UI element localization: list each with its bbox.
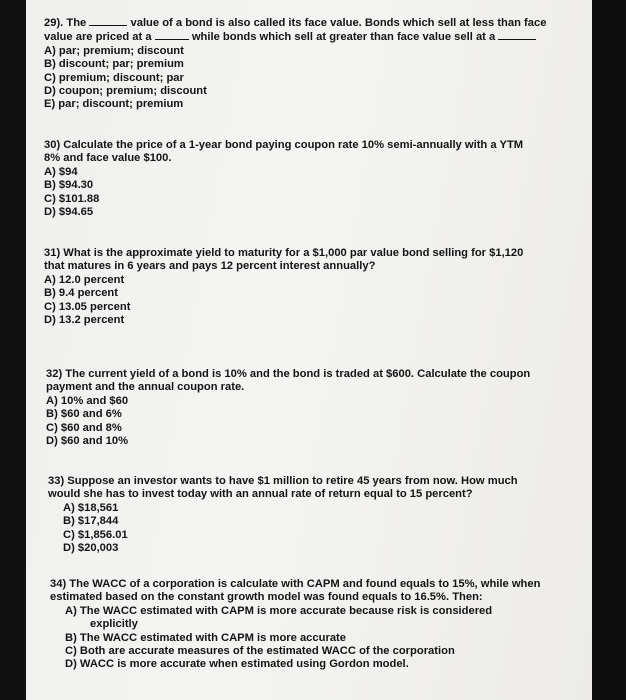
option: B) $94.30 bbox=[44, 179, 94, 192]
question-34 bbox=[50, 578, 590, 672]
option: A) 12.0 percent bbox=[44, 273, 125, 286]
question-29-line-1 bbox=[44, 16, 589, 30]
option: C) premium; discount; par bbox=[44, 71, 184, 84]
question-stem: 8% and face value $100. bbox=[44, 152, 172, 165]
option: C) 13.05 percent bbox=[44, 300, 131, 313]
option: D) 13.2 percent bbox=[44, 314, 125, 327]
question-29 bbox=[44, 16, 589, 112]
option: C) Both are accurate measures of the estimated WACC of the corporation bbox=[65, 645, 455, 658]
option: B) $17,844 bbox=[63, 515, 119, 528]
option: D) $20,003 bbox=[63, 542, 119, 555]
option: C) $60 and 8% bbox=[46, 421, 122, 434]
question-29-part-3: value are priced at a bbox=[44, 31, 152, 44]
answer-blank bbox=[89, 16, 127, 26]
question-stem: payment and the annual coupon rate. bbox=[46, 381, 245, 394]
question-33 bbox=[48, 475, 591, 555]
option: B) The WACC estimated with CAPM is more accurate bbox=[65, 631, 346, 644]
option: A) $18,561 bbox=[63, 501, 119, 514]
question-stem: would she has to invest today with an annual rate of return equal to 15 percent? bbox=[48, 488, 473, 501]
option: C) $1,856.01 bbox=[63, 528, 128, 541]
option: E) par; discount; premium bbox=[44, 98, 184, 111]
question-29-part-1: 29). The bbox=[44, 17, 87, 29]
answer-blank bbox=[498, 30, 536, 40]
option: C) $101.88 bbox=[44, 192, 100, 205]
option-continuation: explicitly bbox=[90, 618, 138, 631]
option: B) 9.4 percent bbox=[44, 287, 118, 300]
option: A) par; premium; discount bbox=[44, 44, 184, 57]
document-page bbox=[26, 0, 592, 700]
question-stem: 32) The current yield of a bond is 10% and the bond is traded at $600. Calculate the coupon bbox=[46, 368, 531, 380]
option: A) The WACC estimated with CAPM is more accurate because risk is considered bbox=[65, 604, 493, 617]
option: D) $94.65 bbox=[44, 206, 94, 219]
question-stem: 33) Suppose an investor wants to have $1 million to retire 45 years from now. How much bbox=[48, 475, 518, 487]
question-stem: estimated based on the constant growth model was found equals to 16.5%. Then: bbox=[50, 591, 483, 604]
question-32 bbox=[46, 368, 591, 448]
question-stem: 34) The WACC of a corporation is calculate with CAPM and found equals to 15%, while when bbox=[50, 578, 541, 590]
question-stem: that matures in 6 years and pays 12 percent interest annually? bbox=[44, 260, 376, 273]
question-29-part-4: while bonds which sell at greater than face value sell at a bbox=[191, 31, 496, 44]
question-29-part-2: value of a bond is also called its face value. Bonds which sell at less than face bbox=[130, 17, 547, 29]
question-stem: 31) What is the approximate yield to maturity for a $1,000 par value bond selling for $1,120 bbox=[44, 247, 524, 259]
option: D) WACC is more accurate when estimated using Gordon model. bbox=[65, 658, 409, 671]
question-29-line-2 bbox=[44, 30, 589, 44]
question-30 bbox=[44, 139, 589, 219]
question-31 bbox=[44, 247, 589, 327]
option: A) $94 bbox=[44, 165, 78, 178]
option: D) $60 and 10% bbox=[46, 435, 129, 448]
answer-blank bbox=[155, 30, 189, 40]
photo-edge-right bbox=[592, 0, 626, 700]
option: A) 10% and $60 bbox=[46, 394, 129, 407]
option: B) $60 and 6% bbox=[46, 408, 122, 421]
option: D) coupon; premium; discount bbox=[44, 85, 207, 98]
photo-edge-left bbox=[0, 0, 26, 700]
option: B) discount; par; premium bbox=[44, 58, 184, 71]
question-stem: 30) Calculate the price of a 1-year bond paying coupon rate 10% semi-annually with a YTM bbox=[44, 139, 524, 151]
